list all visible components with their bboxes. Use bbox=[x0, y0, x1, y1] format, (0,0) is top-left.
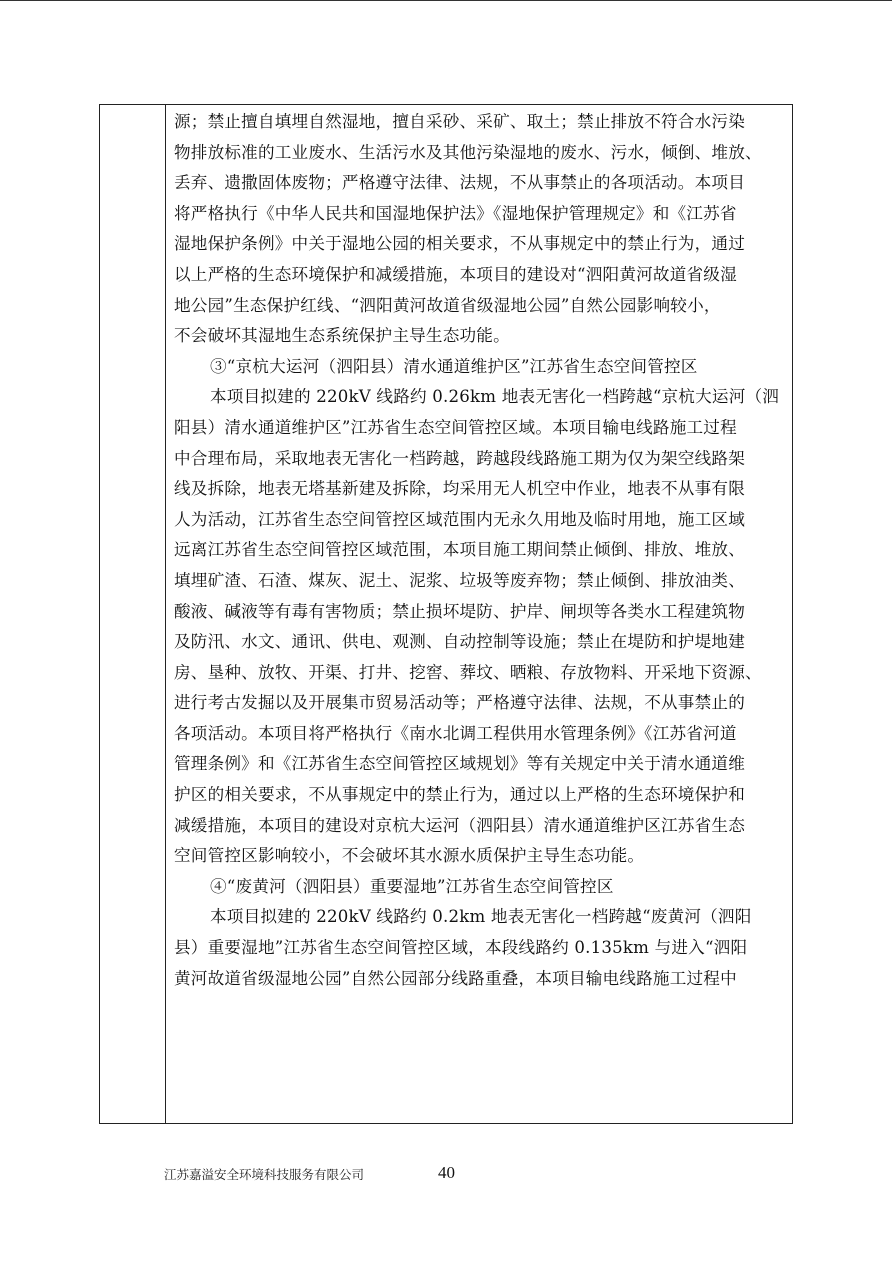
text-line: 房、垦种、放牧、开渠、打井、挖窖、葬坟、晒粮、存放物料、开采地下资源、 bbox=[174, 662, 762, 682]
text-line: 管理条例》和《江苏省生态空间管控区域规划》等有关规定中关于清水通道维 bbox=[174, 754, 745, 774]
text-line: 将严格执行《中华人民共和国湿地保护法》《湿地保护管理规定》和《江苏省 bbox=[174, 203, 737, 223]
text-line: 地公园”生态保护红线、“泗阳黄河故道省级湿地公园”自然公园影响较小， bbox=[174, 295, 721, 315]
text-line: 酸液、碱液等有毒有害物质；禁止损坏堤防、护岸、闸坝等各类水工程建筑物 bbox=[174, 601, 745, 621]
text-line: 黄河故道省级湿地公园”自然公园部分线路重叠，本项目输电线路施工过程中 bbox=[174, 968, 737, 988]
text-line: 及防汛、水文、通讯、供电、观测、自动控制等设施；禁止在堤防和护堤地建 bbox=[174, 632, 745, 652]
text-line: ③“京杭大运河（泗阳县）清水通道维护区”江苏省生态空间管控区 bbox=[210, 356, 698, 376]
content-table bbox=[99, 104, 793, 1124]
footer-company-name: 江苏嘉溢安全环境科技服务有限公司 bbox=[164, 1167, 365, 1182]
text-line: 以上严格的生态环境保护和减缓措施，本项目的建设对“泗阳黄河故道省级湿 bbox=[174, 264, 737, 284]
paragraph bbox=[174, 872, 786, 903]
text-line: 不会破坏其湿地生态系统保护主导生态功能。 bbox=[174, 326, 510, 346]
text-line: 线及拆除，地表无塔基新建及拆除，均采用无人机空中作业，地表不从事有限 bbox=[174, 479, 745, 499]
text-line: 进行考古发掘以及开展集市贸易活动等；严格遵守法律、法规，不从事禁止的 bbox=[174, 693, 745, 713]
paragraph bbox=[174, 902, 786, 994]
text-line: 人为活动，江苏省生态空间管控区域范围内无永久用地及临时用地，施工区域 bbox=[174, 509, 745, 529]
text-line: 县）重要湿地”江苏省生态空间管控区域，本段线路约 0.135km 与进入“泗阳 bbox=[174, 938, 748, 958]
paragraph bbox=[174, 107, 786, 352]
text-line: 填埋矿渣、石渣、煤灰、泥土、泥浆、垃圾等废弃物；禁止倾倒、排放油类、 bbox=[174, 570, 745, 590]
text-line: 减缓措施，本项目的建设对京杭大运河（泗阳县）清水通道维护区江苏省生态 bbox=[174, 815, 745, 835]
paragraph bbox=[174, 352, 786, 383]
text-line: 中合理布局，采取地表无害化一档跨越，跨越段线路施工期为仅为架空线路架 bbox=[174, 448, 745, 468]
text-line: 源；禁止擅自填埋自然湿地，擅自采砂、采矿、取土；禁止排放不符合水污染 bbox=[174, 112, 745, 131]
paragraph bbox=[174, 382, 786, 872]
body-text bbox=[174, 107, 786, 994]
text-line: 湿地保护条例》中关于湿地公园的相关要求，不从事规定中的禁止行为，通过 bbox=[174, 234, 745, 254]
text-line: 护区的相关要求，不从事规定中的禁止行为，通过以上严格的生态环境保护和 bbox=[174, 785, 745, 805]
text-line: 空间管控区影响较小，不会破坏其水源水质保护主导生态功能。 bbox=[174, 846, 645, 866]
text-line: 物排放标准的工业废水、生活污水及其他污染湿地的废水、污水，倾倒、堆放、 bbox=[174, 142, 762, 162]
text-line: 丢弃、遗撒固体废物；严格遵守法律、法规，不从事禁止的各项活动。本项目 bbox=[174, 173, 745, 193]
text-line: 各项活动。本项目将严格执行《南水北调工程供用水管理条例》《江苏省河道 bbox=[174, 723, 737, 743]
text-line: 本项目拟建的 220kV 线路约 0.26km 地表无害化一档跨越“京杭大运河（泗 bbox=[210, 387, 780, 407]
text-line: 阳县）清水通道维护区”江苏省生态空间管控区域。本项目输电线路施工过程 bbox=[174, 417, 737, 437]
top-rule bbox=[0, 0, 892, 1]
table-left-column bbox=[100, 105, 166, 1123]
text-line: 远离江苏省生态空间管控区域范围，本项目施工期间禁止倾倒、排放、堆放、 bbox=[174, 540, 745, 560]
text-line: ④“废黄河（泗阳县）重要湿地”江苏省生态空间管控区 bbox=[210, 876, 614, 896]
page-number: 40 bbox=[438, 1163, 455, 1182]
text-line: 本项目拟建的 220kV 线路约 0.2km 地表无害化一档跨越“废黄河（泗阳 bbox=[210, 907, 752, 927]
